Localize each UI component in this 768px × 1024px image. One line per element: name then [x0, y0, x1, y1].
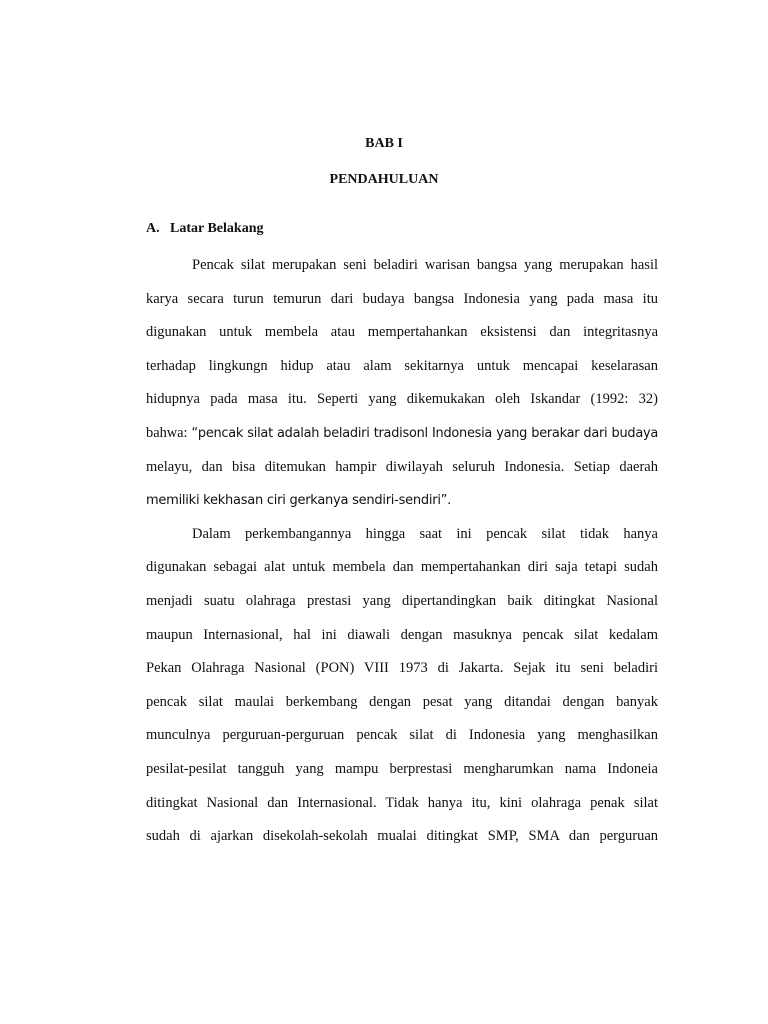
- paragraph-1-line-6: [146, 424, 658, 442]
- paragraph-2-line-9: ditingkat Nasional dan Internasional. Tidak hanya itu, kini olahraga penak silat: [146, 795, 658, 811]
- paragraph-2-line-3: menjadi suatu olahraga prestasi yang dipertandingkan baik ditingkat Nasional: [146, 593, 658, 609]
- quotation-start: “pencak silat adalah beladiri tradisonl Indonesia yang berakar dari budaya: [191, 426, 658, 441]
- paragraph-2-line-2: digunakan sebagai alat untuk membela dan mempertahankan diri saja tetapi sudah: [146, 559, 658, 575]
- paragraph-1-line-3: digunakan untuk membela atau mempertahankan eksistensi dan integritasnya: [146, 324, 658, 340]
- quotation-end: memiliki kekhasan ciri gerkanya sendiri-sendiri”.: [146, 493, 452, 508]
- chapter-title: PENDAHULUAN: [329, 172, 439, 187]
- paragraph-2-line-10: sudah di ajarkan disekolah-sekolah mualai ditingkat SMP, SMA dan perguruan: [146, 828, 658, 844]
- paragraph-2-line-5: Pekan Olahraga Nasional (PON) VIII 1973 di Jakarta. Sejak itu seni beladiri: [146, 660, 658, 676]
- paragraph-1-line-4: terhadap lingkungn hidup atau alam sekitarnya untuk mencapai keselarasan: [146, 358, 658, 374]
- paragraph-2-line-6: pencak silat maulai berkembang dengan pesat yang ditandai dengan banyak: [146, 694, 658, 710]
- paragraph-1-line-2: karya secara turun temurun dari budaya bangsa Indonesia yang pada masa itu: [146, 291, 658, 307]
- section-number: A.: [146, 221, 160, 236]
- paragraph-1-line-1: Pencak silat merupakan seni beladiri warisan bangsa yang merupakan hasil: [192, 257, 658, 273]
- paragraph-1-line-5: hidupnya pada masa itu. Seperti yang dikemukakan oleh Iskandar (1992: 32): [146, 391, 658, 407]
- paragraph-2-line-4: maupun Internasional, hal ini diawali dengan masuknya pencak silat kedalam: [146, 627, 658, 643]
- section-title: Latar Belakang: [170, 221, 264, 236]
- paragraph-1-line-7: melayu, dan bisa ditemukan hampir diwilayah seluruh Indonesia. Setiap daerah: [146, 459, 658, 475]
- paragraph-2-line-8: pesilat-pesilat tangguh yang mampu berprestasi mengharumkan nama Indoneia: [146, 761, 658, 777]
- paragraph-2-line-7: munculnya perguruan-perguruan pencak silat di Indonesia yang menghasilkan: [146, 727, 658, 743]
- paragraph-2-line-1: Dalam perkembangannya hingga saat ini pencak silat tidak hanya: [192, 526, 658, 542]
- paragraph-1-line-8: [146, 491, 658, 509]
- section-heading: [146, 221, 263, 237]
- quote-intro: bahwa:: [146, 425, 192, 441]
- chapter-label: BAB I: [365, 136, 403, 151]
